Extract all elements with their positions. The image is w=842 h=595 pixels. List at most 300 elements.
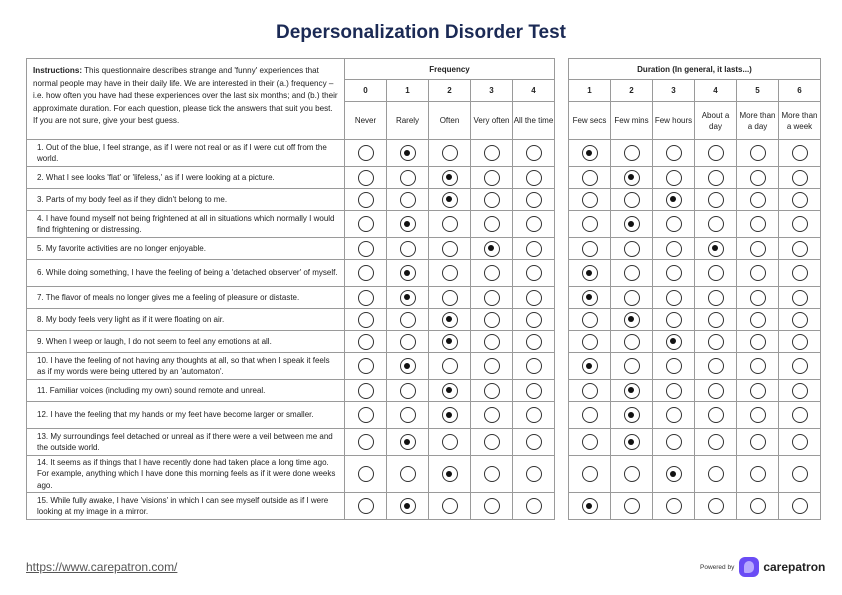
frequency-radio[interactable] bbox=[400, 265, 416, 281]
duration-option-number: 5 bbox=[737, 80, 779, 102]
question-text: 1. Out of the blue, I feel strange, as if I were not real or as if I were cut off from the world. bbox=[27, 140, 345, 167]
column-gap bbox=[555, 238, 569, 260]
frequency-radio[interactable] bbox=[484, 407, 500, 423]
frequency-option-label: All the time bbox=[513, 102, 555, 140]
frequency-radio[interactable] bbox=[484, 216, 500, 232]
duration-option-cell bbox=[611, 456, 653, 493]
duration-option-cell bbox=[569, 309, 611, 331]
duration-radio[interactable] bbox=[708, 192, 724, 208]
duration-radio[interactable] bbox=[666, 358, 682, 374]
duration-option-cell bbox=[779, 493, 821, 520]
column-gap bbox=[555, 211, 569, 238]
frequency-option-number: 3 bbox=[471, 80, 513, 102]
question-text: 3. Parts of my body feel as if they didn't belong to me. bbox=[27, 189, 345, 211]
frequency-radio[interactable] bbox=[400, 434, 416, 450]
duration-radio[interactable] bbox=[792, 334, 808, 350]
duration-radio[interactable] bbox=[750, 407, 766, 423]
frequency-radio[interactable] bbox=[400, 312, 416, 328]
duration-option-label: About a day bbox=[695, 102, 737, 140]
question-row bbox=[27, 211, 821, 238]
frequency-radio[interactable] bbox=[526, 498, 542, 514]
carepatron-logo-icon bbox=[739, 557, 759, 577]
frequency-radio[interactable] bbox=[526, 216, 542, 232]
frequency-radio[interactable] bbox=[526, 466, 542, 482]
frequency-radio[interactable] bbox=[358, 334, 374, 350]
frequency-radio[interactable] bbox=[442, 265, 458, 281]
duration-option-cell bbox=[569, 493, 611, 520]
duration-option-cell bbox=[653, 260, 695, 287]
duration-option-cell bbox=[695, 429, 737, 456]
frequency-radio[interactable] bbox=[526, 192, 542, 208]
frequency-option-cell bbox=[429, 287, 471, 309]
question-row bbox=[27, 331, 821, 353]
frequency-option-cell bbox=[345, 331, 387, 353]
frequency-option-cell bbox=[429, 380, 471, 402]
duration-radio[interactable] bbox=[750, 241, 766, 257]
duration-option-cell bbox=[611, 380, 653, 402]
frequency-radio[interactable] bbox=[526, 407, 542, 423]
frequency-option-cell bbox=[387, 167, 429, 189]
question-row bbox=[27, 140, 821, 167]
frequency-radio[interactable] bbox=[484, 312, 500, 328]
duration-radio[interactable] bbox=[750, 192, 766, 208]
duration-radio[interactable] bbox=[750, 216, 766, 232]
frequency-radio[interactable] bbox=[400, 290, 416, 306]
duration-radio[interactable] bbox=[666, 434, 682, 450]
frequency-option-cell bbox=[345, 456, 387, 493]
frequency-option-cell bbox=[513, 260, 555, 287]
frequency-radio[interactable] bbox=[358, 312, 374, 328]
duration-radio[interactable] bbox=[666, 265, 682, 281]
duration-radio[interactable] bbox=[582, 145, 598, 161]
duration-radio[interactable] bbox=[708, 434, 724, 450]
duration-radio[interactable] bbox=[750, 358, 766, 374]
frequency-radio[interactable] bbox=[442, 312, 458, 328]
duration-radio[interactable] bbox=[792, 290, 808, 306]
frequency-option-cell bbox=[471, 353, 513, 380]
duration-radio[interactable] bbox=[708, 216, 724, 232]
duration-radio[interactable] bbox=[750, 434, 766, 450]
frequency-option-cell bbox=[429, 238, 471, 260]
duration-radio[interactable] bbox=[582, 407, 598, 423]
duration-radio[interactable] bbox=[582, 312, 598, 328]
duration-option-cell bbox=[569, 380, 611, 402]
duration-radio[interactable] bbox=[582, 383, 598, 399]
duration-radio[interactable] bbox=[666, 334, 682, 350]
duration-radio[interactable] bbox=[666, 290, 682, 306]
duration-radio[interactable] bbox=[666, 383, 682, 399]
question-row bbox=[27, 238, 821, 260]
duration-option-label: Few secs bbox=[569, 102, 611, 140]
duration-option-cell bbox=[653, 238, 695, 260]
frequency-radio[interactable] bbox=[442, 290, 458, 306]
frequency-radio[interactable] bbox=[526, 290, 542, 306]
duration-radio[interactable] bbox=[624, 265, 640, 281]
duration-radio[interactable] bbox=[792, 498, 808, 514]
question-text: 4. I have found myself not being frightened at all in situations which normally I would find frightening or distressing. bbox=[27, 211, 345, 238]
frequency-option-cell bbox=[345, 380, 387, 402]
question-row bbox=[27, 456, 821, 493]
duration-option-cell bbox=[569, 238, 611, 260]
duration-option-cell bbox=[737, 140, 779, 167]
frequency-option-cell bbox=[387, 140, 429, 167]
frequency-radio[interactable] bbox=[526, 145, 542, 161]
duration-option-cell bbox=[611, 402, 653, 429]
duration-radio[interactable] bbox=[624, 334, 640, 350]
duration-radio[interactable] bbox=[792, 170, 808, 186]
frequency-radio[interactable] bbox=[358, 498, 374, 514]
duration-radio[interactable] bbox=[624, 216, 640, 232]
duration-radio[interactable] bbox=[708, 290, 724, 306]
question-row bbox=[27, 189, 821, 211]
frequency-radio[interactable] bbox=[484, 290, 500, 306]
duration-option-number: 4 bbox=[695, 80, 737, 102]
frequency-option-cell bbox=[345, 429, 387, 456]
duration-option-cell bbox=[779, 238, 821, 260]
duration-radio[interactable] bbox=[582, 241, 598, 257]
frequency-option-cell bbox=[345, 287, 387, 309]
duration-radio[interactable] bbox=[582, 466, 598, 482]
duration-option-cell bbox=[737, 456, 779, 493]
frequency-radio[interactable] bbox=[484, 334, 500, 350]
frequency-option-cell bbox=[387, 353, 429, 380]
duration-radio[interactable] bbox=[624, 434, 640, 450]
duration-radio[interactable] bbox=[666, 192, 682, 208]
question-text: 11. Familiar voices (including my own) sound remote and unreal. bbox=[27, 380, 345, 402]
duration-option-cell bbox=[695, 211, 737, 238]
duration-radio[interactable] bbox=[624, 466, 640, 482]
frequency-radio[interactable] bbox=[442, 241, 458, 257]
duration-radio[interactable] bbox=[750, 383, 766, 399]
duration-radio[interactable] bbox=[750, 290, 766, 306]
frequency-option-label: Often bbox=[429, 102, 471, 140]
duration-radio[interactable] bbox=[624, 358, 640, 374]
instructions bbox=[27, 59, 345, 140]
column-gap bbox=[555, 260, 569, 287]
duration-radio[interactable] bbox=[792, 145, 808, 161]
frequency-option-cell bbox=[513, 402, 555, 429]
duration-option-cell bbox=[779, 211, 821, 238]
duration-radio[interactable] bbox=[624, 192, 640, 208]
duration-option-cell bbox=[611, 287, 653, 309]
frequency-radio[interactable] bbox=[358, 434, 374, 450]
duration-radio[interactable] bbox=[708, 170, 724, 186]
frequency-radio[interactable] bbox=[484, 434, 500, 450]
question-row bbox=[27, 402, 821, 429]
duration-option-cell bbox=[695, 189, 737, 211]
duration-option-cell bbox=[779, 331, 821, 353]
duration-radio[interactable] bbox=[708, 498, 724, 514]
frequency-radio[interactable] bbox=[400, 170, 416, 186]
duration-option-label: Few hours bbox=[653, 102, 695, 140]
duration-radio[interactable] bbox=[624, 312, 640, 328]
duration-radio[interactable] bbox=[624, 383, 640, 399]
question-text: 13. My surroundings feel detached or unreal as if there were a veil between me and the outside world. bbox=[27, 429, 345, 456]
duration-radio[interactable] bbox=[624, 145, 640, 161]
frequency-option-number: 2 bbox=[429, 80, 471, 102]
frequency-radio[interactable] bbox=[442, 498, 458, 514]
duration-option-cell bbox=[695, 456, 737, 493]
frequency-radio[interactable] bbox=[400, 407, 416, 423]
frequency-option-cell bbox=[387, 331, 429, 353]
frequency-radio[interactable] bbox=[484, 241, 500, 257]
column-gap bbox=[555, 287, 569, 309]
duration-option-cell bbox=[653, 309, 695, 331]
frequency-option-cell bbox=[429, 493, 471, 520]
duration-radio[interactable] bbox=[792, 216, 808, 232]
frequency-radio[interactable] bbox=[400, 241, 416, 257]
frequency-radio[interactable] bbox=[400, 466, 416, 482]
duration-option-cell bbox=[737, 309, 779, 331]
frequency-option-label: Very often bbox=[471, 102, 513, 140]
frequency-radio[interactable] bbox=[526, 312, 542, 328]
frequency-radio[interactable] bbox=[358, 170, 374, 186]
duration-radio[interactable] bbox=[750, 265, 766, 281]
frequency-radio[interactable] bbox=[526, 383, 542, 399]
duration-radio[interactable] bbox=[708, 466, 724, 482]
frequency-radio[interactable] bbox=[400, 498, 416, 514]
frequency-option-number: 4 bbox=[513, 80, 555, 102]
frequency-radio[interactable] bbox=[526, 241, 542, 257]
duration-option-cell bbox=[569, 287, 611, 309]
duration-radio[interactable] bbox=[624, 241, 640, 257]
duration-option-cell bbox=[695, 167, 737, 189]
duration-option-cell bbox=[653, 493, 695, 520]
duration-radio[interactable] bbox=[666, 466, 682, 482]
question-row bbox=[27, 309, 821, 331]
duration-option-cell bbox=[569, 456, 611, 493]
question-row bbox=[27, 167, 821, 189]
frequency-option-cell bbox=[387, 402, 429, 429]
frequency-radio[interactable] bbox=[442, 358, 458, 374]
frequency-option-cell bbox=[471, 287, 513, 309]
duration-radio[interactable] bbox=[666, 145, 682, 161]
duration-radio[interactable] bbox=[708, 241, 724, 257]
duration-option-cell bbox=[737, 287, 779, 309]
duration-radio[interactable] bbox=[666, 170, 682, 186]
frequency-radio[interactable] bbox=[400, 192, 416, 208]
frequency-radio[interactable] bbox=[400, 383, 416, 399]
frequency-radio[interactable] bbox=[526, 334, 542, 350]
duration-radio[interactable] bbox=[582, 498, 598, 514]
frequency-radio[interactable] bbox=[526, 170, 542, 186]
frequency-radio[interactable] bbox=[484, 358, 500, 374]
frequency-radio[interactable] bbox=[484, 383, 500, 399]
frequency-option-cell bbox=[345, 189, 387, 211]
duration-option-number: 1 bbox=[569, 80, 611, 102]
duration-radio[interactable] bbox=[708, 383, 724, 399]
frequency-option-cell bbox=[345, 309, 387, 331]
duration-radio[interactable] bbox=[792, 466, 808, 482]
frequency-radio[interactable] bbox=[358, 216, 374, 232]
frequency-radio[interactable] bbox=[526, 265, 542, 281]
duration-radio[interactable] bbox=[624, 290, 640, 306]
frequency-radio[interactable] bbox=[358, 383, 374, 399]
powered-by-text: Powered by bbox=[700, 563, 735, 571]
duration-radio[interactable] bbox=[582, 358, 598, 374]
duration-option-cell bbox=[779, 189, 821, 211]
duration-radio[interactable] bbox=[582, 290, 598, 306]
duration-radio[interactable] bbox=[708, 265, 724, 281]
frequency-radio[interactable] bbox=[526, 358, 542, 374]
frequency-radio[interactable] bbox=[442, 434, 458, 450]
duration-option-cell bbox=[737, 167, 779, 189]
duration-radio[interactable] bbox=[750, 466, 766, 482]
duration-option-cell bbox=[695, 260, 737, 287]
question-row bbox=[27, 429, 821, 456]
duration-option-cell bbox=[779, 429, 821, 456]
frequency-option-cell bbox=[513, 353, 555, 380]
frequency-radio[interactable] bbox=[442, 383, 458, 399]
duration-radio[interactable] bbox=[708, 312, 724, 328]
frequency-radio[interactable] bbox=[484, 498, 500, 514]
column-gap bbox=[555, 189, 569, 211]
duration-radio[interactable] bbox=[750, 498, 766, 514]
frequency-radio[interactable] bbox=[358, 241, 374, 257]
frequency-option-cell bbox=[471, 429, 513, 456]
frequency-radio[interactable] bbox=[442, 334, 458, 350]
duration-radio[interactable] bbox=[708, 145, 724, 161]
frequency-radio[interactable] bbox=[484, 192, 500, 208]
duration-radio[interactable] bbox=[666, 216, 682, 232]
frequency-option-cell bbox=[345, 353, 387, 380]
duration-option-cell bbox=[779, 140, 821, 167]
frequency-option-cell bbox=[387, 380, 429, 402]
duration-radio[interactable] bbox=[582, 434, 598, 450]
duration-option-cell bbox=[611, 140, 653, 167]
frequency-radio[interactable] bbox=[442, 145, 458, 161]
duration-radio[interactable] bbox=[792, 407, 808, 423]
frequency-option-label: Never bbox=[345, 102, 387, 140]
instructions-label: Instructions: bbox=[33, 66, 83, 75]
duration-option-cell bbox=[611, 238, 653, 260]
duration-option-cell bbox=[695, 380, 737, 402]
frequency-radio[interactable] bbox=[358, 192, 374, 208]
frequency-radio[interactable] bbox=[358, 466, 374, 482]
frequency-option-cell bbox=[387, 429, 429, 456]
frequency-option-cell bbox=[471, 331, 513, 353]
column-gap bbox=[555, 493, 569, 520]
frequency-radio[interactable] bbox=[358, 265, 374, 281]
question-text: 2. What I see looks 'flat' or 'lifeless,' as if I were looking at a picture. bbox=[27, 167, 345, 189]
duration-radio[interactable] bbox=[750, 312, 766, 328]
duration-radio[interactable] bbox=[582, 265, 598, 281]
duration-option-cell bbox=[653, 211, 695, 238]
duration-option-number: 2 bbox=[611, 80, 653, 102]
frequency-radio[interactable] bbox=[484, 145, 500, 161]
question-row bbox=[27, 287, 821, 309]
frequency-option-cell bbox=[387, 456, 429, 493]
frequency-option-cell bbox=[513, 167, 555, 189]
frequency-option-cell bbox=[471, 309, 513, 331]
duration-option-number: 6 bbox=[779, 80, 821, 102]
question-text: 9. When I weep or laugh, I do not seem to feel any emotions at all. bbox=[27, 331, 345, 353]
duration-radio[interactable] bbox=[708, 407, 724, 423]
frequency-radio[interactable] bbox=[400, 358, 416, 374]
duration-radio[interactable] bbox=[624, 170, 640, 186]
duration-option-cell bbox=[653, 380, 695, 402]
duration-option-cell bbox=[569, 140, 611, 167]
frequency-radio[interactable] bbox=[484, 265, 500, 281]
duration-radio[interactable] bbox=[708, 334, 724, 350]
frequency-radio[interactable] bbox=[484, 170, 500, 186]
carepatron-link[interactable]: https://www.carepatron.com/ bbox=[26, 560, 178, 574]
duration-radio[interactable] bbox=[750, 170, 766, 186]
frequency-radio[interactable] bbox=[442, 170, 458, 186]
duration-radio[interactable] bbox=[792, 241, 808, 257]
frequency-radio[interactable] bbox=[526, 434, 542, 450]
duration-radio[interactable] bbox=[582, 216, 598, 232]
column-gap bbox=[555, 167, 569, 189]
duration-radio[interactable] bbox=[708, 358, 724, 374]
duration-radio[interactable] bbox=[750, 145, 766, 161]
frequency-option-cell bbox=[345, 167, 387, 189]
duration-option-cell bbox=[569, 167, 611, 189]
duration-radio[interactable] bbox=[792, 265, 808, 281]
frequency-radio[interactable] bbox=[358, 145, 374, 161]
question-row bbox=[27, 380, 821, 402]
frequency-radio[interactable] bbox=[400, 145, 416, 161]
question-text: 14. It seems as if things that I have recently done had taken place a long time ago. For example, anything which I have done this morning feels as if it were done weeks ago. bbox=[27, 456, 345, 493]
duration-radio[interactable] bbox=[750, 334, 766, 350]
frequency-radio[interactable] bbox=[358, 407, 374, 423]
duration-option-cell bbox=[779, 287, 821, 309]
frequency-option-cell bbox=[471, 456, 513, 493]
frequency-radio[interactable] bbox=[442, 216, 458, 232]
duration-radio[interactable] bbox=[582, 192, 598, 208]
frequency-radio[interactable] bbox=[358, 290, 374, 306]
duration-radio[interactable] bbox=[666, 407, 682, 423]
duration-option-cell bbox=[737, 260, 779, 287]
frequency-radio[interactable] bbox=[442, 192, 458, 208]
duration-radio[interactable] bbox=[666, 498, 682, 514]
duration-option-cell bbox=[611, 353, 653, 380]
duration-radio[interactable] bbox=[792, 358, 808, 374]
frequency-option-label: Rarely bbox=[387, 102, 429, 140]
duration-radio[interactable] bbox=[666, 241, 682, 257]
duration-radio[interactable] bbox=[792, 192, 808, 208]
duration-radio[interactable] bbox=[582, 334, 598, 350]
duration-radio[interactable] bbox=[792, 312, 808, 328]
frequency-radio[interactable] bbox=[400, 334, 416, 350]
question-text: 15. While fully awake, I have 'visions' in which I can see myself outside as if I were looking at my image in a mirror. bbox=[27, 493, 345, 520]
brand-logo[interactable] bbox=[700, 557, 825, 577]
duration-radio[interactable] bbox=[792, 434, 808, 450]
frequency-radio[interactable] bbox=[400, 216, 416, 232]
frequency-radio[interactable] bbox=[358, 358, 374, 374]
duration-radio[interactable] bbox=[792, 383, 808, 399]
duration-option-cell bbox=[779, 456, 821, 493]
duration-option-cell bbox=[737, 331, 779, 353]
duration-option-cell bbox=[695, 331, 737, 353]
duration-radio[interactable] bbox=[666, 312, 682, 328]
duration-option-label: Few mins bbox=[611, 102, 653, 140]
duration-option-cell bbox=[737, 238, 779, 260]
frequency-radio[interactable] bbox=[442, 407, 458, 423]
duration-option-cell bbox=[569, 429, 611, 456]
duration-radio[interactable] bbox=[624, 498, 640, 514]
duration-option-cell bbox=[695, 402, 737, 429]
frequency-radio[interactable] bbox=[484, 466, 500, 482]
duration-option-cell bbox=[695, 493, 737, 520]
duration-option-cell bbox=[653, 140, 695, 167]
frequency-option-cell bbox=[471, 380, 513, 402]
duration-option-cell bbox=[653, 429, 695, 456]
frequency-option-cell bbox=[513, 309, 555, 331]
duration-radio[interactable] bbox=[582, 170, 598, 186]
duration-radio[interactable] bbox=[624, 407, 640, 423]
frequency-radio[interactable] bbox=[442, 466, 458, 482]
